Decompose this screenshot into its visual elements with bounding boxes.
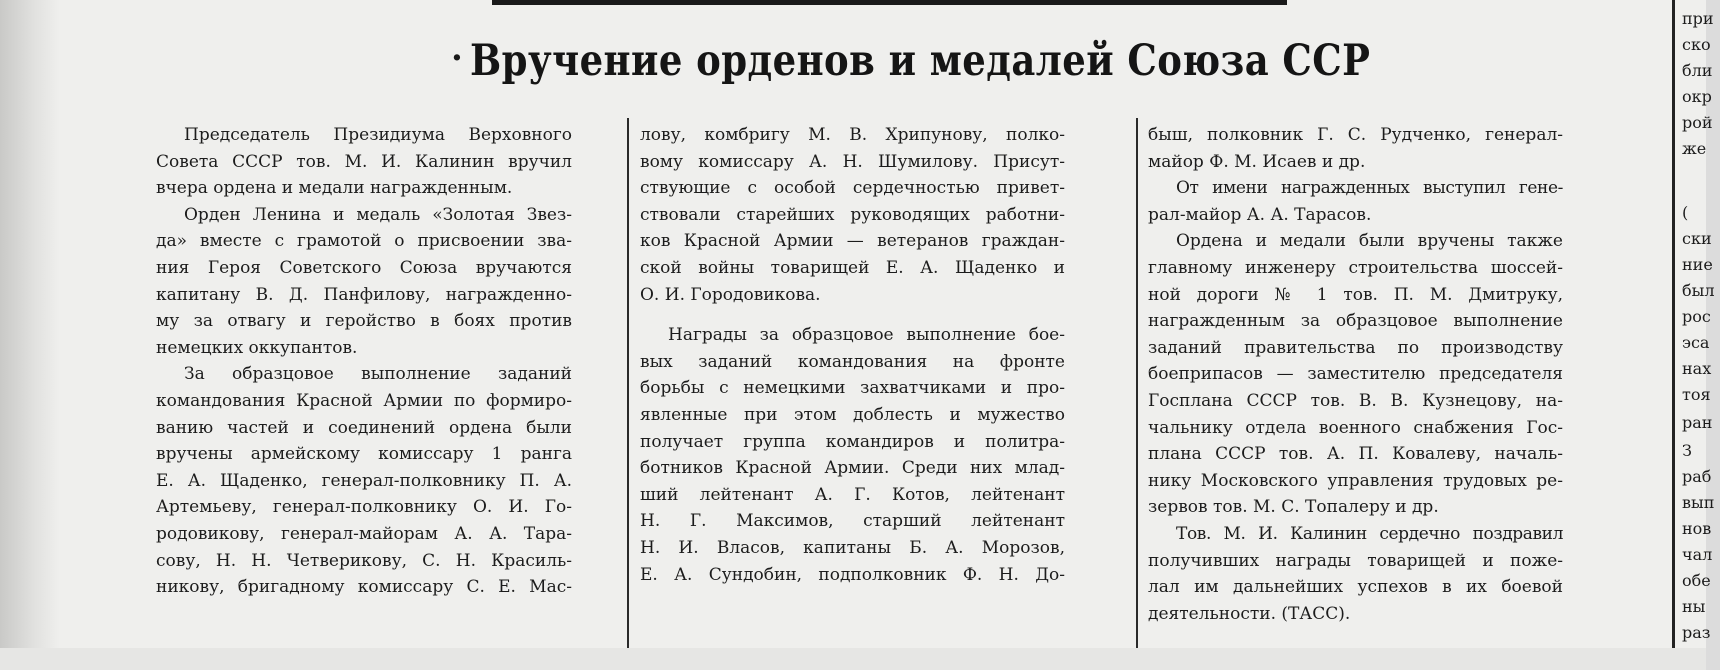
edge-text-fragment: при xyxy=(1682,9,1714,28)
text-line: ванию частей и соединений ордена были xyxy=(156,417,572,438)
edge-text-fragment: был xyxy=(1682,281,1715,300)
text-line: борьбы с немецкими захватчиками и про- xyxy=(640,378,1065,399)
text-line: Награды за образцовое выполнение бое- xyxy=(668,325,1065,346)
text-line: ший лейтенант А. Г. Котов, лейтенант xyxy=(640,484,1065,505)
edge-text-fragment: ски xyxy=(1682,229,1712,248)
edge-text-fragment: эса xyxy=(1682,333,1710,352)
text-line: лову, комбригу М. В. Хрипунову, полко- xyxy=(640,125,1065,145)
text-line: От имени награжденных выступил гене- xyxy=(1176,178,1563,199)
edge-text-fragment: рос xyxy=(1682,307,1711,326)
text-line: Орден Ленина и медаль «Золотая Звез- xyxy=(184,204,572,225)
text-line: За образцовое выполнение заданий xyxy=(184,364,572,385)
edge-text-fragment: ско xyxy=(1682,35,1711,54)
article-headline: Вручение орденов и медалей Союза ССР xyxy=(470,36,1371,86)
edge-text-fragment: раз xyxy=(1682,623,1711,642)
edge-text-fragment: раб xyxy=(1682,467,1712,486)
edge-text-fragment: тоя xyxy=(1682,385,1711,404)
edge-text-fragment: чал xyxy=(1682,545,1713,564)
text-line: ствующие с особой сердечностью привет- xyxy=(640,178,1065,199)
text-line: Совета СССР тов. М. И. Калинин вручил xyxy=(156,151,572,172)
edge-text-fragment: ( xyxy=(1682,203,1689,222)
text-line: вручены армейскому комиссару 1 ранга xyxy=(156,444,572,465)
edge-text-fragment: ние xyxy=(1682,255,1713,274)
text-line: получивших награды товарищей и поже- xyxy=(1148,550,1563,571)
text-line: зервов тов. М. С. Топалеру и др. xyxy=(1148,497,1439,518)
top-rule xyxy=(492,0,1287,5)
edge-text-fragment: окр xyxy=(1682,87,1712,106)
text-line: лал им дальнейших успехов в их боевой xyxy=(1148,577,1563,598)
text-line: му за отвагу и геройство в боях против xyxy=(156,311,572,332)
text-line: ботников Красной Армии. Среди них млад- xyxy=(640,458,1065,479)
text-line: нику Московского управления трудовых ре- xyxy=(1148,470,1563,491)
text-line: да» вместе с грамотой о присвоении зва- xyxy=(156,231,572,252)
text-line: Артемьеву, генерал-полковнику О. И. Го- xyxy=(156,497,572,518)
text-line: рал-майор А. А. Тарасов. xyxy=(1148,204,1372,225)
text-line: Е. А. Сундобин, подполковник Ф. Н. До- xyxy=(640,564,1065,585)
text-line: ской войны товарищей Е. А. Щаденко и xyxy=(640,257,1065,278)
edge-text-fragment: вып xyxy=(1682,493,1715,512)
column-divider-1 xyxy=(627,118,629,663)
text-line: награжденным за образцовое выполнение xyxy=(1148,311,1563,332)
text-line: главному инженеру строительства шоссей- xyxy=(1148,257,1563,278)
text-line: Госплана СССР тов. В. В. Кузнецову, на- xyxy=(1148,390,1563,411)
paragraph-gap xyxy=(640,308,1065,322)
edge-text-fragment: нов xyxy=(1682,519,1712,538)
edge-text-fragment: обе xyxy=(1682,571,1711,590)
text-line: ной дороги № 1 тов. П. М. Дмитруку, xyxy=(1148,284,1563,305)
text-line: командования Красной Армии по формиро- xyxy=(156,390,572,411)
adjacent-article-fragment xyxy=(1680,0,1720,670)
edge-text-fragment: З xyxy=(1682,441,1692,460)
edge-text-fragment: ны xyxy=(1682,597,1706,616)
edge-text-fragment: ран xyxy=(1682,413,1713,432)
text-line: никову, бригадному комиссару С. Е. Мас- xyxy=(156,577,572,598)
text-line: вчера ордена и медали награжденным. xyxy=(156,178,513,199)
text-line: ков Красной Армии — ветеранов граждан- xyxy=(640,231,1065,252)
column-divider-2 xyxy=(1136,118,1138,663)
text-line: явленные при этом доблесть и мужество xyxy=(640,404,1065,425)
edge-text-fragment: нах xyxy=(1682,359,1712,378)
text-line: О. И. Городовикова. xyxy=(640,284,821,305)
text-line: Ордена и медали были вручены также xyxy=(1176,231,1563,252)
column-divider-edge xyxy=(1672,0,1675,670)
text-line: плана СССР тов. А. П. Ковалеву, началь- xyxy=(1148,444,1563,465)
text-line: вых заданий командования на фронте xyxy=(640,351,1065,372)
article-column-3 xyxy=(1148,122,1563,627)
text-line: вому комиссару А. Н. Шумилову. Присут- xyxy=(640,151,1065,172)
edge-text-fragment: бли xyxy=(1682,61,1713,80)
text-line: родовикову, генерал-майорам А. А. Тара- xyxy=(156,523,572,544)
text-line: ствовали старейших руководящих работни- xyxy=(640,204,1065,225)
headline-bullet: · xyxy=(451,38,463,78)
text-line: Тов. М. И. Калинин сердечно поздравил xyxy=(1176,523,1563,544)
text-line: получает группа командиров и политра- xyxy=(640,431,1065,452)
text-line: Н. Г. Максимов, старший лейтенант xyxy=(640,511,1065,532)
text-line: чальнику отдела военного снабжения Гос- xyxy=(1148,417,1563,438)
edge-text-fragment: же xyxy=(1682,139,1707,158)
edge-text-fragment: рой xyxy=(1682,113,1713,132)
page-bottom-margin xyxy=(0,648,1706,670)
text-line: Председатель Президиума Верховного xyxy=(184,125,572,145)
article-column-1 xyxy=(156,122,572,601)
text-line: Н. И. Власов, капитаны Б. А. Морозов, xyxy=(640,537,1065,558)
text-line: ния Героя Советского Союза вручаются xyxy=(156,257,572,278)
text-line: сову, Н. Н. Четверикову, С. Н. Красиль- xyxy=(156,550,572,571)
text-line: капитану В. Д. Панфилову, награжденно- xyxy=(156,284,572,305)
page-edge-shadow xyxy=(0,0,60,670)
article-column-2 xyxy=(640,122,1065,588)
text-line: быш, полковник Г. С. Рудченко, генерал- xyxy=(1148,125,1563,145)
text-line: немецких оккупантов. xyxy=(156,337,358,358)
text-line: Е. А. Щаденко, генерал-полковнику П. А. xyxy=(156,470,572,491)
text-line: деятельности. (ТАСС). xyxy=(1148,603,1351,624)
text-line: боеприпасов — заместителю председателя xyxy=(1148,364,1563,385)
text-line: заданий правительства по производству xyxy=(1148,337,1563,358)
text-line: майор Ф. М. Исаев и др. xyxy=(1148,151,1366,172)
